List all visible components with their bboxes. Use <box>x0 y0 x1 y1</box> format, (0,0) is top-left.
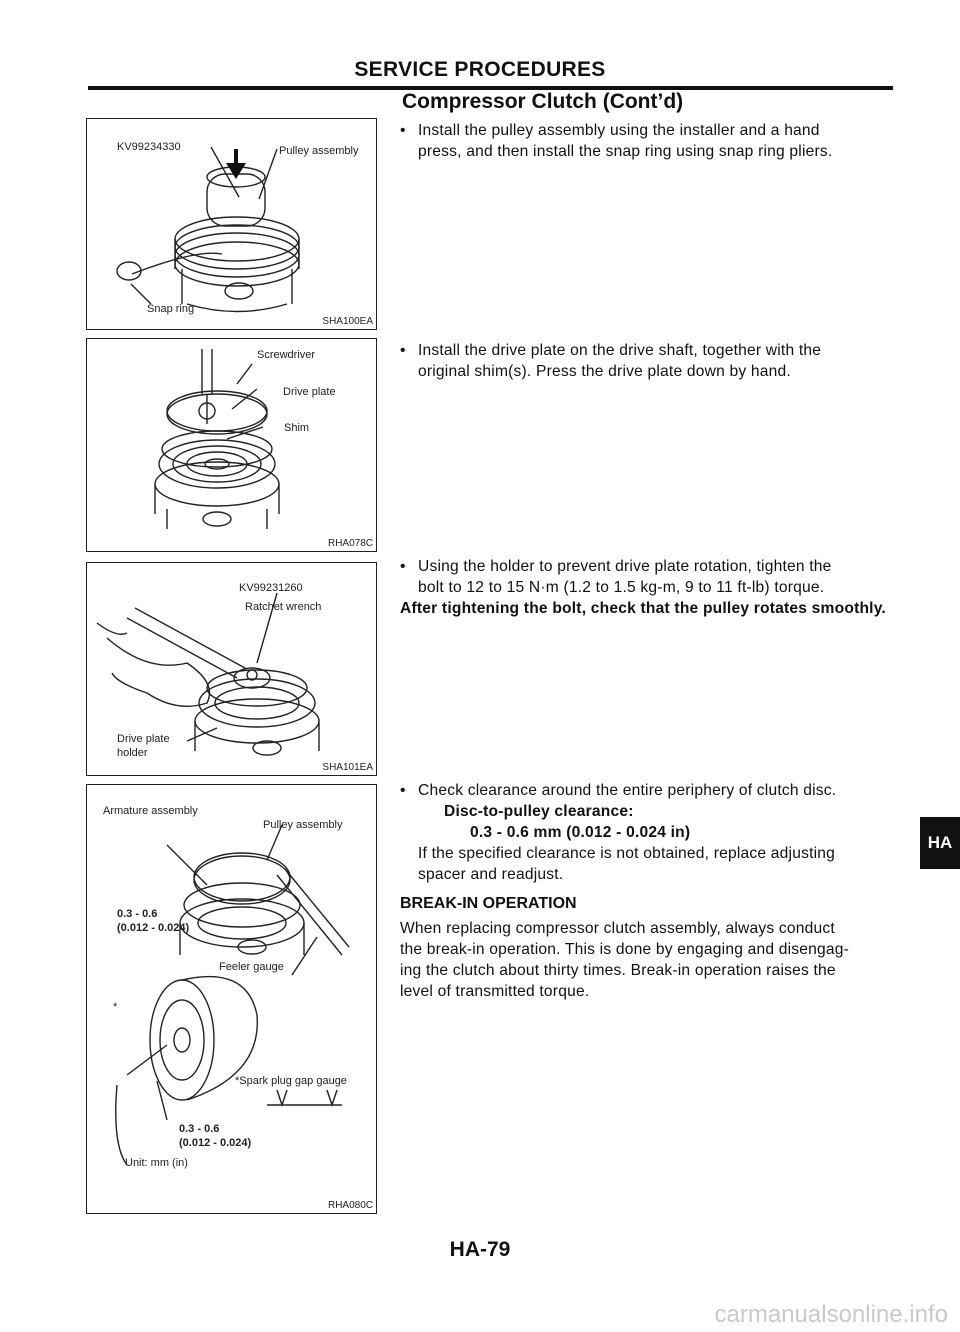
label-feeler-gauge: Feeler gauge <box>219 961 284 973</box>
break-in-line: level of transmitted torque. <box>400 983 590 1000</box>
label-holder: holder <box>117 747 148 759</box>
page-header-title: SERVICE PROCEDURES <box>354 58 606 81</box>
step-text-line: press, and then install the snap ring using snap ring pliers. <box>418 143 833 160</box>
break-in-body <box>400 918 896 1002</box>
figure-code: RHA078C <box>327 538 373 549</box>
label-armature-assembly: Armature assembly <box>103 805 198 817</box>
label-shim: Shim <box>284 422 310 434</box>
bullet: • <box>400 342 406 359</box>
figure-code: RHA080C <box>327 1200 373 1211</box>
bullet: • <box>400 782 406 799</box>
figure-clearance-check <box>86 784 377 1214</box>
section-title: Compressor Clutch (Cont’d) <box>402 90 684 113</box>
figure-torque-bolt <box>86 562 377 776</box>
step-text-line: Install the drive plate on the drive shaft, together with the <box>418 342 822 359</box>
step-text-line: Using the holder to prevent drive plate rotation, tighten the <box>418 558 832 575</box>
label-ratchet-wrench: Ratchet wrench <box>245 601 322 613</box>
step-install-pulley <box>400 120 896 162</box>
label-kv99231260: KV99231260 <box>239 582 303 594</box>
bullet: • <box>400 122 406 139</box>
break-in-line: When replacing compressor clutch assembly, always conduct <box>400 920 835 937</box>
step-text-line: original shim(s). Press the drive plate down by hand. <box>418 363 791 380</box>
label-clearance-range-in-2: (0.012 - 0.024) <box>179 1137 252 1149</box>
step-text-line: Check clearance around the entire periphery of clutch disc. <box>418 782 837 799</box>
figure-code: SHA100EA <box>322 316 373 327</box>
break-in-title: BREAK-IN OPERATION <box>400 895 577 912</box>
step-check-clearance <box>400 780 896 885</box>
section-tab-ha[interactable]: HA <box>920 817 960 869</box>
page-number: HA-79 <box>449 1238 511 1261</box>
bullet: • <box>400 558 406 575</box>
label-snap-ring: Snap ring <box>147 303 195 315</box>
step-note: After tightening the bolt, check that the pulley rotates smoothly. <box>400 600 886 617</box>
step-install-drive-plate <box>400 340 896 382</box>
break-in-line: the break-in operation. This is done by engaging and disengag- <box>400 941 850 958</box>
label-asterisk: * <box>113 1001 118 1013</box>
label-drive-plate: Drive plate <box>283 386 336 398</box>
label-clearance-range-in: (0.012 - 0.024) <box>117 922 190 934</box>
figure-pulley-install <box>86 118 377 330</box>
label-pulley-assembly: Pulley assembly <box>279 145 359 157</box>
step-text-line: spacer and readjust. <box>418 866 564 883</box>
label-drive-plate: Drive plate <box>117 733 170 745</box>
label-clearance-range-2: 0.3 - 0.6 <box>179 1123 220 1135</box>
break-in-line: ing the clutch about thirty times. Break-in operation raises the <box>400 962 836 979</box>
step-text-line: If the specified clearance is not obtained, replace adjusting <box>418 845 836 862</box>
watermark: carmanualsonline.info <box>714 1301 948 1328</box>
label-unit: Unit: mm (in) <box>125 1157 188 1169</box>
step-text-line: bolt to 12 to 15 N·m (1.2 to 1.5 kg-m, 9 to 11 ft-lb) torque. <box>418 579 825 596</box>
spec-label: Disc-to-pulley clearance: <box>444 803 634 820</box>
step-tighten-bolt <box>400 556 896 619</box>
figure-drive-plate <box>86 338 377 552</box>
label-screwdriver: Screwdriver <box>257 349 316 361</box>
spec-value: 0.3 - 0.6 mm (0.012 - 0.024 in) <box>470 824 691 841</box>
label-pulley-assembly: Pulley assembly <box>263 819 343 831</box>
figure-code: SHA101EA <box>322 762 373 773</box>
drive-plate-illustration <box>87 339 376 551</box>
step-text-line: Install the pulley assembly using the installer and a hand <box>418 122 820 139</box>
label-spark-plug-gap-gauge: *Spark plug gap gauge <box>235 1075 347 1087</box>
label-kv99234330: KV99234330 <box>117 141 181 153</box>
label-clearance-range: 0.3 - 0.6 <box>117 908 158 920</box>
